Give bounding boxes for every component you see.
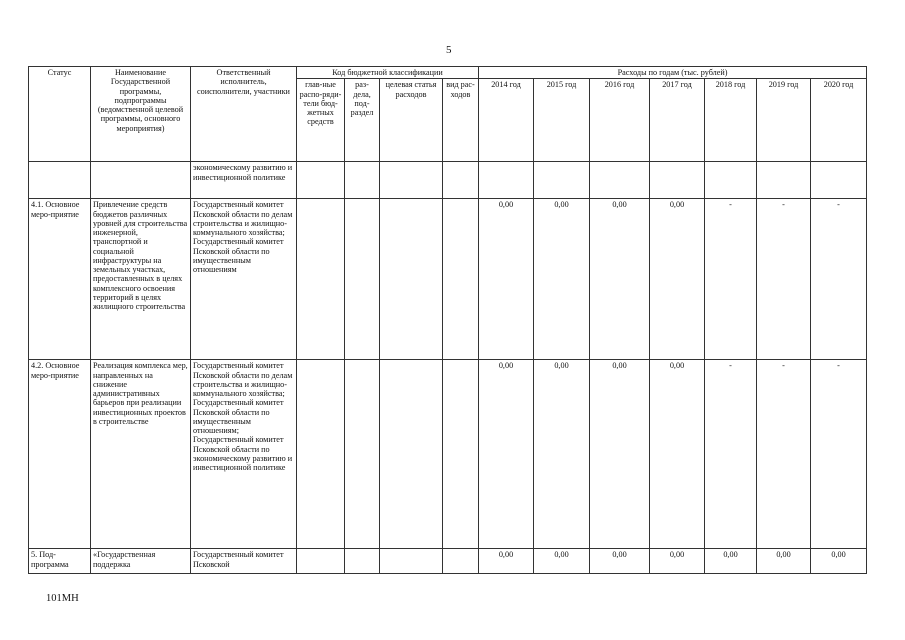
expense-type-cell [443, 360, 479, 549]
status-cell: 5. Под-программа [29, 549, 91, 574]
value-2017-cell: 0,00 [650, 360, 705, 549]
table-row [29, 199, 867, 360]
header-year-2014: 2014 год [479, 79, 534, 162]
status-cell: 4.1. Основное меро-приятие [29, 199, 91, 360]
value-2015-cell [534, 162, 590, 199]
value-2019-cell [757, 162, 811, 199]
executor-cell: Государственный комитет Псковской области по делам строительства и жилищно-коммунального хозяйства; Государственный комитет Псковской области по имущественным отношениям [191, 199, 297, 360]
name-cell: Реализация комплекса мер, направленных на снижение административных барьеров при реализации инвестиционных проектов в строительстве [91, 360, 191, 549]
expense-type-cell [443, 549, 479, 574]
header-name: Наименование Государственной программы, подпрограммы (ведомственной целевой программы, основного мероприятия) [91, 67, 191, 162]
header-target-article: целевая статья расходов [380, 79, 443, 162]
header-status: Статус [29, 67, 91, 162]
status-cell: 4.2. Основное меро-приятие [29, 360, 91, 549]
target-article-cell [380, 162, 443, 199]
table-row [29, 162, 867, 199]
section-cell [345, 549, 380, 574]
executor-cell: Государственный комитет Псковской [191, 549, 297, 574]
value-2016-cell: 0,00 [590, 199, 650, 360]
value-2020-cell: 0,00 [811, 549, 867, 574]
header-year-2015: 2015 год [534, 79, 590, 162]
header-section: раз-дела, под-раздел [345, 79, 380, 162]
table-row [29, 360, 867, 549]
name-cell [91, 162, 191, 199]
header-year-2017: 2017 год [650, 79, 705, 162]
grbs-cell [297, 549, 345, 574]
table-row [29, 549, 867, 574]
header-year-2016: 2016 год [590, 79, 650, 162]
value-2020-cell: - [811, 360, 867, 549]
section-cell [345, 162, 380, 199]
executor-cell: Государственный комитет Псковской области по делам строительства и жилищно-коммунального хозяйства; Государственный комитет Псковской области по имущественным отношениям; Государственный комитет Псковской области по экономическому развитию и инвестиционной политике [191, 360, 297, 549]
status-cell [29, 162, 91, 199]
header-executor: Ответственный исполнитель, соисполнители, участники [191, 67, 297, 162]
header-year-2019: 2019 год [757, 79, 811, 162]
section-cell [345, 360, 380, 549]
value-2015-cell: 0,00 [534, 549, 590, 574]
value-2014-cell: 0,00 [479, 549, 534, 574]
target-article-cell [380, 549, 443, 574]
value-2017-cell: 0,00 [650, 549, 705, 574]
budget-table [28, 66, 867, 574]
grbs-cell [297, 162, 345, 199]
header-expense-type: вид рас-ходов [443, 79, 479, 162]
expense-type-cell [443, 199, 479, 360]
header-budget-code: Код бюджетной классификации [297, 67, 479, 79]
value-2018-cell: - [705, 199, 757, 360]
grbs-cell [297, 360, 345, 549]
value-2019-cell: 0,00 [757, 549, 811, 574]
header-expenses-by-year: Расходы по годам (тыс. рублей) [479, 67, 867, 79]
document-code: 101МН [46, 593, 79, 604]
section-cell [345, 199, 380, 360]
header-year-2020: 2020 год [811, 79, 867, 162]
value-2017-cell [650, 162, 705, 199]
name-cell: Привлечение средств бюджетов различных уровней для строительства инженерной, транспортной и социальной инфраструктуры на земельных участках, предоставленных в целях комплексного освоения территорий в целях жилищного строительства [91, 199, 191, 360]
value-2016-cell: 0,00 [590, 360, 650, 549]
value-2015-cell: 0,00 [534, 360, 590, 549]
value-2020-cell: - [811, 199, 867, 360]
target-article-cell [380, 199, 443, 360]
value-2020-cell [811, 162, 867, 199]
value-2017-cell: 0,00 [650, 199, 705, 360]
value-2019-cell: - [757, 199, 811, 360]
value-2016-cell: 0,00 [590, 549, 650, 574]
expense-type-cell [443, 162, 479, 199]
executor-cell: экономическому развитию и инвестиционной политике [191, 162, 297, 199]
value-2014-cell: 0,00 [479, 199, 534, 360]
value-2018-cell: 0,00 [705, 549, 757, 574]
value-2018-cell [705, 162, 757, 199]
value-2019-cell: - [757, 360, 811, 549]
grbs-cell [297, 199, 345, 360]
value-2014-cell [479, 162, 534, 199]
value-2018-cell: - [705, 360, 757, 549]
page-number: 5 [446, 44, 452, 56]
header-year-2018: 2018 год [705, 79, 757, 162]
value-2014-cell: 0,00 [479, 360, 534, 549]
value-2015-cell: 0,00 [534, 199, 590, 360]
header-grbs: глав-ные распо-ряди-тели бюд-жетных средств [297, 79, 345, 162]
value-2016-cell [590, 162, 650, 199]
name-cell: «Государственная поддержка [91, 549, 191, 574]
target-article-cell [380, 360, 443, 549]
